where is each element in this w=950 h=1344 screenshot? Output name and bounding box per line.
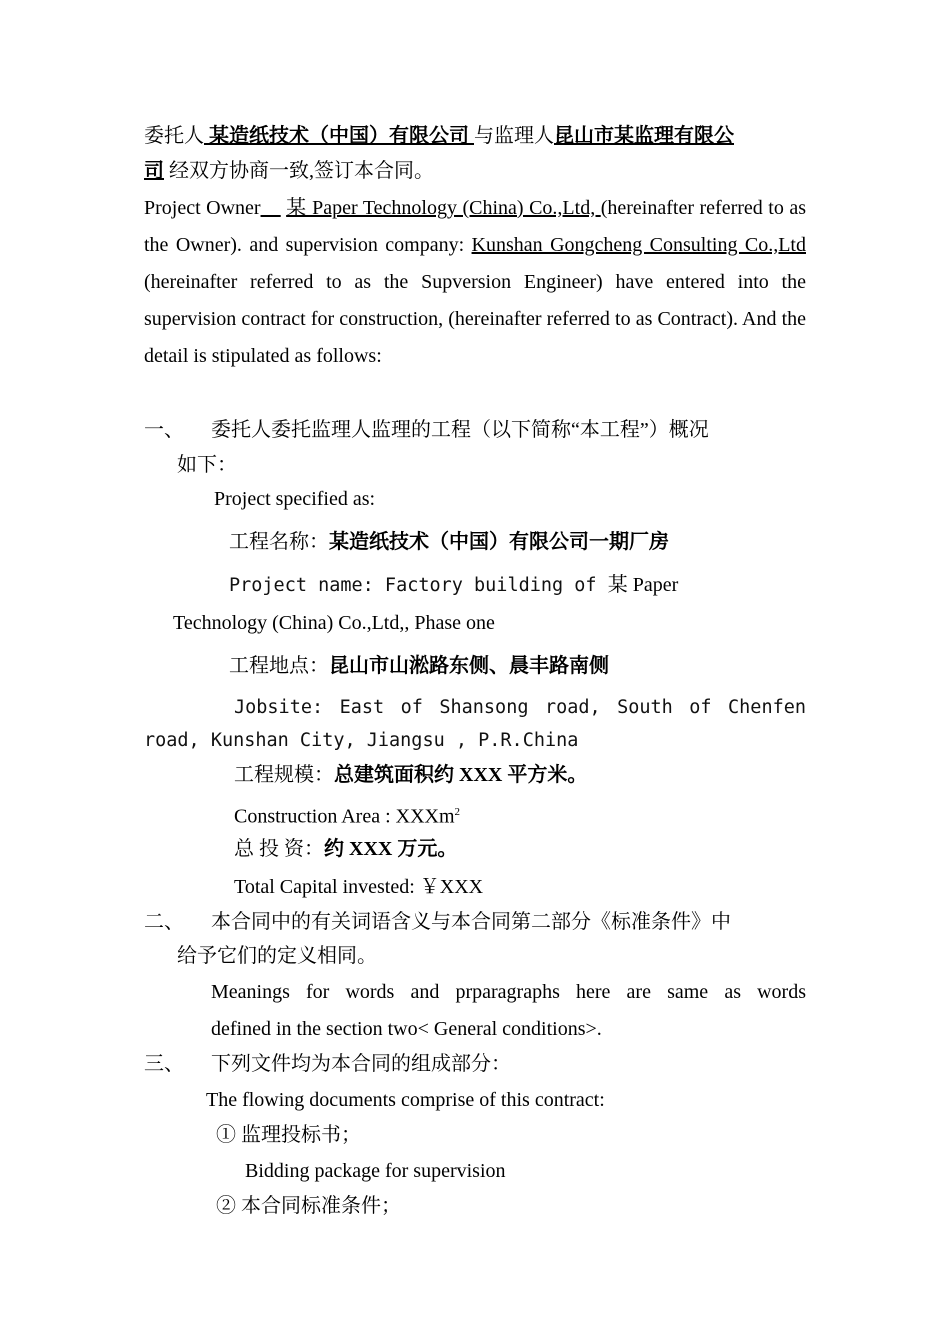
scale-row bbox=[234, 761, 587, 789]
investment-row bbox=[234, 835, 457, 863]
intro-en-text: (hereinafter referred to as the Owner). and supervision company: bbox=[144, 197, 807, 256]
section-1-number: 一、 bbox=[144, 419, 184, 441]
section-1-title-cont: 如下： bbox=[177, 454, 237, 476]
section-2-en-line-2: defined in the section two< General conditions>. bbox=[211, 1018, 602, 1040]
investment-en: Total Capital invested: ￥XXX bbox=[234, 876, 484, 898]
supervisor-name-cn-end: 司 bbox=[144, 160, 164, 182]
jobsite-value: 昆山市山淞路东侧、晨丰路南侧 bbox=[329, 655, 609, 677]
section-3-en: The flowing documents comprise of this contract: bbox=[206, 1089, 605, 1111]
section-3-text: 下列文件均为本合同的组成部分： bbox=[211, 1053, 511, 1075]
supervisor-name-en: Kunshan Gongcheng Consulting Co.,Ltd bbox=[471, 234, 806, 256]
section-2-text: 本合同中的有关词语含义与本合同第二部分《标准条件》中 bbox=[211, 911, 731, 933]
section-3-number: 三、 bbox=[144, 1053, 184, 1075]
jobsite-row bbox=[229, 652, 609, 680]
section-2-text-cont: 给予它们的定义相同。 bbox=[177, 945, 377, 967]
intro-cn-text: 与监理人 bbox=[474, 125, 554, 147]
project-name-en-row bbox=[229, 571, 678, 600]
intro-cn-text: 委托人 bbox=[144, 125, 204, 147]
intro-cn-text: 经双方协商一致,签订本合同。 bbox=[164, 160, 434, 182]
list-item bbox=[216, 1192, 401, 1220]
area-en: Construction Area : XXXm bbox=[234, 805, 455, 828]
supervisor-name-cn: 昆山市某监理有限公 bbox=[554, 125, 734, 147]
jobsite-en-line-2: road, Kunshan City, Jiangsu , P.R.China bbox=[144, 730, 579, 751]
project-name-value: 某造纸技术（中国）有限公司一期厂房 bbox=[329, 531, 669, 553]
project-name-en-b: 某 Paper bbox=[607, 574, 679, 596]
list-marker: ② bbox=[216, 1195, 236, 1217]
jobsite-en-line-1: Jobsite: East of Shansong road, South of Chenfen bbox=[234, 697, 806, 718]
section-1-title: 委托人委托监理人监理的工程（以下简称“本工程”）概况 bbox=[211, 419, 709, 441]
list-item-cn: 本合同标准条件； bbox=[241, 1195, 401, 1217]
intro-en-text: (hereinafter referred to as the Supversion Engineer) have entered into the supervision contract for construction, (hereinafter referred to as Contract). And the detail is stipulated as follows: bbox=[144, 271, 806, 367]
section-2-en-line-1: Meanings for words and prparagraphs here are same as words bbox=[211, 981, 806, 1003]
scale-value: 总建筑面积约 XXX 平方米。 bbox=[334, 764, 588, 786]
area-superscript: 2 bbox=[454, 806, 461, 818]
owner-blank: __ bbox=[260, 197, 281, 219]
section-1-en: Project specified as: bbox=[214, 488, 376, 510]
list-item bbox=[216, 1121, 361, 1149]
project-name-row bbox=[229, 528, 669, 556]
intro-cn-line-1 bbox=[144, 122, 806, 150]
list-item-cn: 监理投标书； bbox=[241, 1124, 361, 1146]
project-name-label: 工程名称： bbox=[229, 531, 329, 553]
investment-value: 约 XXX 万元。 bbox=[324, 838, 458, 860]
intro-en-paragraph bbox=[144, 190, 806, 375]
section-2-number: 二、 bbox=[144, 911, 184, 933]
intro-en-text: Project Owner bbox=[144, 197, 261, 219]
project-name-en: Project name: Factory building of bbox=[229, 575, 608, 596]
owner-name-cn: 某造纸技术（中国）有限公司 bbox=[204, 125, 474, 147]
scale-label: 工程规模： bbox=[234, 764, 334, 786]
list-marker: ① bbox=[216, 1124, 236, 1146]
jobsite-label: 工程地点： bbox=[229, 655, 329, 677]
list-item-en: Bidding package for supervision bbox=[245, 1160, 506, 1182]
owner-name-en: 某 Paper Technology (China) Co.,Ltd, bbox=[286, 197, 601, 219]
project-name-en-cont: Technology (China) Co.,Ltd,, Phase one bbox=[173, 612, 495, 634]
intro-cn-line-2 bbox=[144, 157, 434, 185]
investment-label: 总 投 资： bbox=[234, 838, 324, 860]
area-en-row bbox=[234, 798, 460, 831]
